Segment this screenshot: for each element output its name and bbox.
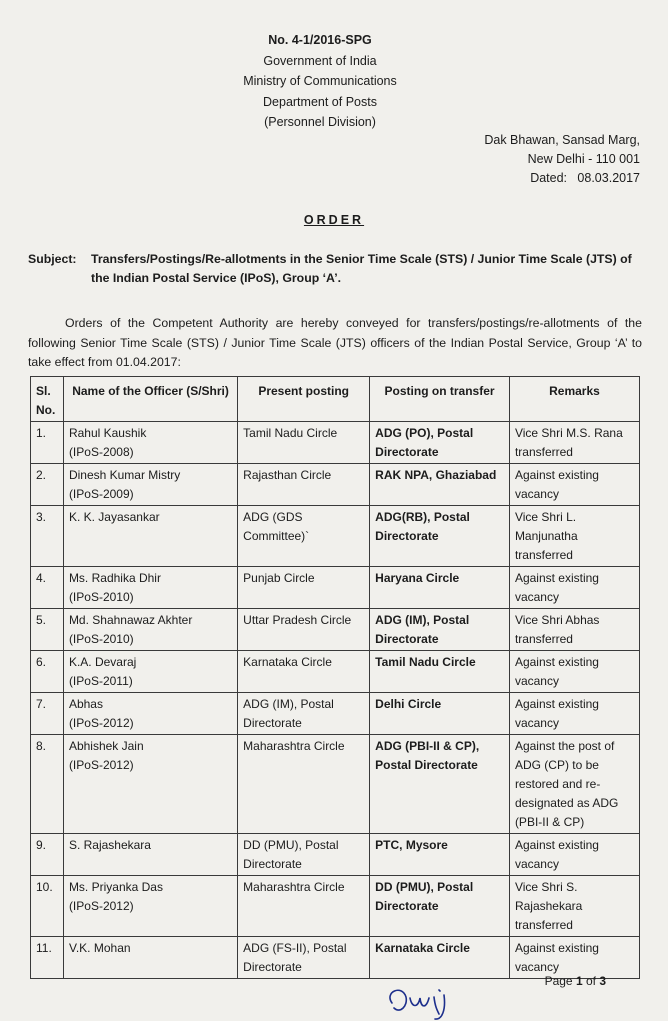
cell-sl-no: 3. (31, 506, 64, 567)
cell-remarks: Against the post of ADG (CP) to be restored and re-designated as ADG (PBI-II & CP) (509, 735, 639, 834)
cell-posting-on-transfer: ADG (PO), Postal Directorate (370, 422, 510, 464)
letterhead-line-ministry: Ministry of Communications (243, 74, 397, 88)
table-row (31, 735, 640, 834)
cell-remarks: Against existing vacancy (509, 567, 639, 609)
table-body (31, 422, 640, 979)
cell-remarks: Vice Shri S. Rajashekara transferred (509, 876, 639, 937)
cell-remarks: Vice Shri Abhas transferred (509, 609, 639, 651)
table-row (31, 876, 640, 937)
table-row (31, 651, 640, 693)
cell-remarks: Vice Shri M.S. Rana transferred (509, 422, 639, 464)
cell-present-posting: Tamil Nadu Circle (238, 422, 370, 464)
cell-present-posting: Rajasthan Circle (238, 464, 370, 506)
cell-officer-name: Dinesh Kumar Mistry (IPoS-2009) (63, 464, 237, 506)
cell-officer-name: S. Rajashekara (63, 834, 237, 876)
table-row (31, 937, 640, 979)
cell-sl-no: 7. (31, 693, 64, 735)
cell-present-posting: Maharashtra Circle (238, 735, 370, 834)
header-posting-on-transfer: Posting on transfer (370, 377, 510, 422)
cell-posting-on-transfer: ADG(RB), Postal Directorate (370, 506, 510, 567)
cell-officer-name: Rahul Kaushik (IPoS-2008) (63, 422, 237, 464)
cell-posting-on-transfer: Karnataka Circle (370, 937, 510, 979)
cell-present-posting: ADG (GDS Committee)` (238, 506, 370, 567)
cell-sl-no: 10. (31, 876, 64, 937)
cell-present-posting: Karnataka Circle (238, 651, 370, 693)
cell-sl-no: 1. (31, 422, 64, 464)
cell-officer-name: Ms. Priyanka Das (IPoS-2012) (63, 876, 237, 937)
cell-posting-on-transfer: ADG (PBI-II & CP), Postal Directorate (370, 735, 510, 834)
cell-remarks: Against existing vacancy (509, 834, 639, 876)
table-row (31, 506, 640, 567)
page-number: Page 1 of 3 (544, 974, 606, 988)
cell-present-posting: ADG (IM), Postal Directorate (238, 693, 370, 735)
cell-posting-on-transfer: Tamil Nadu Circle (370, 651, 510, 693)
table-row (31, 609, 640, 651)
cell-posting-on-transfer: ADG (IM), Postal Directorate (370, 609, 510, 651)
cell-officer-name: Md. Shahnawaz Akhter (IPoS-2010) (63, 609, 237, 651)
body-paragraph (28, 314, 642, 373)
cell-present-posting: Uttar Pradesh Circle (238, 609, 370, 651)
cell-sl-no: 6. (31, 651, 64, 693)
cell-remarks: Against existing vacancy (509, 464, 639, 506)
cell-present-posting: DD (PMU), Postal Directorate (238, 834, 370, 876)
cell-sl-no: 9. (31, 834, 64, 876)
letterhead-line-government: Government of India (263, 53, 377, 68)
cell-officer-name: Ms. Radhika Dhir (IPoS-2010) (63, 567, 237, 609)
cell-sl-no: 4. (31, 567, 64, 609)
cell-present-posting: Maharashtra Circle (238, 876, 370, 937)
cell-remarks: Vice Shri L. Manjunatha transferred (509, 506, 639, 567)
subject-text: Transfers/Postings/Re-allotments in the Senior Time Scale (STS) / Junior Time Scale (JTS) of the Indian Postal Service (IPoS), Group ‘A’. (91, 252, 632, 285)
cell-present-posting: ADG (FS-II), Postal Directorate (238, 937, 370, 979)
cell-posting-on-transfer: PTC, Mysore (370, 834, 510, 876)
date-line: Dated: 08.03.2017 (530, 171, 640, 185)
address-line-2: New Delhi - 110 001 (527, 152, 640, 166)
cell-remarks: Against existing vacancy (509, 937, 639, 979)
cell-sl-no: 8. (31, 735, 64, 834)
letterhead-line-department: Department of Posts (263, 94, 377, 109)
letterhead (200, 30, 440, 133)
cell-posting-on-transfer: Haryana Circle (370, 567, 510, 609)
table-row (31, 693, 640, 735)
postings-table (30, 376, 640, 979)
cell-remarks: Against existing vacancy (509, 651, 639, 693)
cell-posting-on-transfer: Delhi Circle (370, 693, 510, 735)
table-row (31, 464, 640, 506)
cell-officer-name: Abhas (IPoS-2012) (63, 693, 237, 735)
cell-sl-no: 2. (31, 464, 64, 506)
header-name: Name of the Officer (S/Shri) (63, 377, 237, 422)
address-block (484, 131, 640, 188)
header-remarks: Remarks (509, 377, 639, 422)
cell-posting-on-transfer: RAK NPA, Ghaziabad (370, 464, 510, 506)
cell-sl-no: 5. (31, 609, 64, 651)
order-title: ORDER (303, 213, 365, 227)
file-number: No. 4-1/2016-SPG (268, 33, 372, 47)
body-paragraph-text: Orders of the Competent Authority are hereby conveyed for transfers/postings/re-allotments of the following Senior Time Scale (STS) / Junior Time Scale (JTS) officers of the Indian Postal Service, Group ‘A’ to take effect from 01.04.2017: (28, 316, 642, 369)
table-row (31, 834, 640, 876)
letterhead-line-division: (Personnel Division) (264, 115, 376, 129)
header-present-posting: Present posting (238, 377, 370, 422)
cell-officer-name: Abhishek Jain (IPoS-2012) (63, 735, 237, 834)
cell-officer-name: K.A. Devaraj (IPoS-2011) (63, 651, 237, 693)
cell-present-posting: Punjab Circle (238, 567, 370, 609)
cell-officer-name: K. K. Jayasankar (63, 506, 237, 567)
cell-sl-no: 11. (31, 937, 64, 979)
cell-remarks: Against existing vacancy (509, 693, 639, 735)
signature-mark (380, 978, 490, 1021)
table-row (31, 567, 640, 609)
header-sl-no: Sl. No. (31, 377, 64, 422)
cell-officer-name: V.K. Mohan (63, 937, 237, 979)
table-row (31, 422, 640, 464)
table-header-row (31, 377, 640, 422)
subject-label: Subject: (28, 252, 77, 266)
cell-posting-on-transfer: DD (PMU), Postal Directorate (370, 876, 510, 937)
address-line-1: Dak Bhawan, Sansad Marg, (484, 133, 640, 147)
